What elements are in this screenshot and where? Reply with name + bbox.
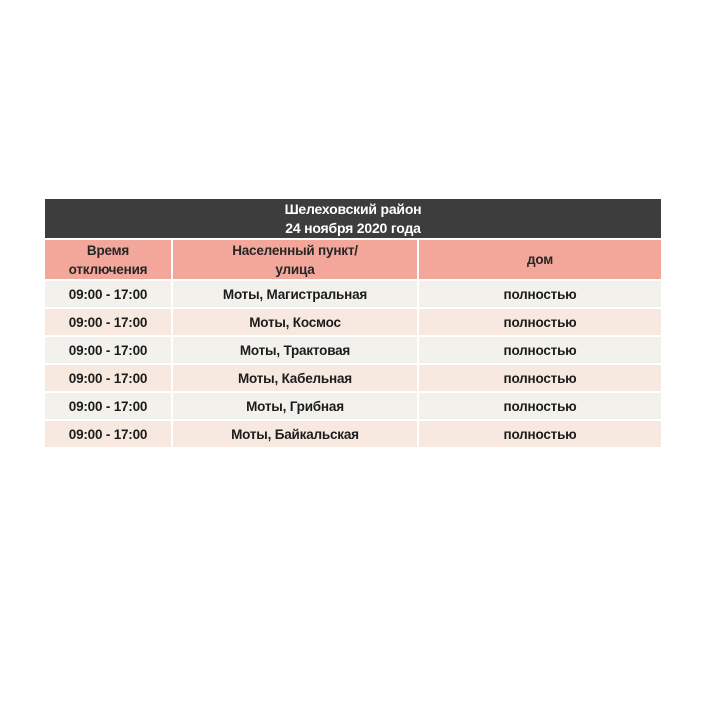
table-row-0-house-cell: полностью (419, 281, 661, 307)
table-row-3-house-cell: полностью (419, 365, 661, 391)
column-header-time-line1: Время (86, 242, 130, 258)
column-header-house (419, 240, 661, 279)
column-header-place-line1: Населенный пункт/ (232, 242, 358, 258)
column-header-place-line2: улица (275, 261, 315, 277)
table-row-5-place-cell: Моты, Байкальская (173, 421, 417, 447)
table-row-4-house-cell: полностью (419, 393, 661, 419)
table-row-5-house-cell: полностью (419, 421, 661, 447)
column-header-place (173, 240, 417, 279)
table-row-3-time-cell: 09:00 - 17:00 (45, 365, 171, 391)
table-row-1-house-cell: полностью (419, 309, 661, 335)
table-row-2-house-cell: полностью (419, 337, 661, 363)
table-row-4-time-cell: 09:00 - 17:00 (45, 393, 171, 419)
table-title-region: Шелеховский район (284, 200, 422, 217)
table-row-3-place-cell: Моты, Кабельная (173, 365, 417, 391)
table-row-1-time-cell: 09:00 - 17:00 (45, 309, 171, 335)
column-header-house-line1: дом (526, 252, 554, 267)
table-row-5-time-cell: 09:00 - 17:00 (45, 421, 171, 447)
outage-schedule-table (45, 199, 661, 447)
table-row-0-time-cell: 09:00 - 17:00 (45, 281, 171, 307)
column-header-time (45, 240, 171, 279)
table-row-4-place-cell: Моты, Грибная (173, 393, 417, 419)
table-row-2-place-cell: Моты, Трактовая (173, 337, 417, 363)
table-row-1-place-cell: Моты, Космос (173, 309, 417, 335)
table-row-0-place-cell: Моты, Магистральная (173, 281, 417, 307)
column-header-time-line2: отключения (68, 261, 148, 277)
table-grid (45, 240, 661, 447)
table-row-2-time-cell: 09:00 - 17:00 (45, 337, 171, 363)
table-title (45, 199, 661, 238)
table-title-date: 24 ноября 2020 года (285, 219, 421, 236)
